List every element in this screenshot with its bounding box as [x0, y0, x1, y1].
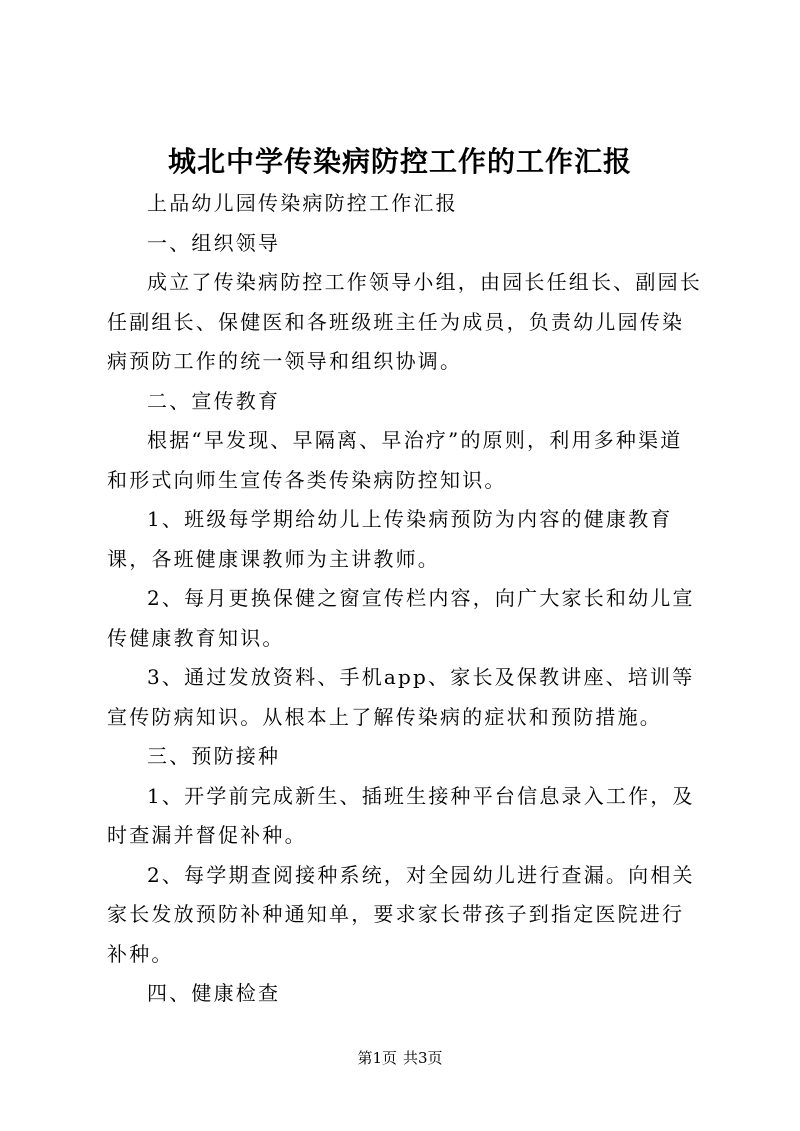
paragraph: 成立了传染病防控工作领导小组，由园长任组长、副园长任副组长、保健医和各班级班主任为成员，负责幼儿园传染病预防工作的统一领导和组织协调。 [107, 270, 702, 373]
paragraph: 1、开学前完成新生、插班生接种平台信息录入工作，及时查漏并督促补种。 [107, 783, 695, 847]
section-heading-publicity: 二、宣传教育 [147, 388, 281, 413]
section-heading-vaccination: 三、预防接种 [147, 744, 281, 768]
paragraph: 根据“早发现、早隔离、早治疗”的原则，利用多种渠道和形式向师生宣传各类传染病防控知识。 [107, 428, 683, 492]
page-total: 共3页 [403, 1049, 443, 1067]
document-title: 城北中学传染病防控工作的工作汇报 [167, 145, 632, 178]
paragraph: 3、通过发放资料、手机app、家长及保教讲座、培训等宣传防病知识。从根本上了解传染病的症状和预防措施。 [107, 665, 695, 729]
paragraph-subtitle: 上品幼儿园传染病防控工作汇报 [147, 191, 458, 215]
paragraph: 2、每月更换保健之窗宣传栏内容，向广大家长和幼儿宣传健康教育知识。 [107, 586, 695, 650]
section-heading-organization: 一、组织领导 [147, 230, 281, 255]
page-footer [0, 1048, 800, 1068]
paragraph: 2、每学期查阅接种系统，对全园幼儿进行查漏。向相关家长发放预防补种通知单，要求家长带孩子到指定医院进行补种。 [107, 862, 695, 966]
document-body [107, 184, 703, 1014]
paragraph: 1、班级每学期给幼儿上传染病预防为内容的健康教育课，各班健康课教师为主讲教师。 [107, 507, 673, 571]
page-number: 第1页 [357, 1049, 397, 1067]
section-heading-health-check: 四、健康检查 [147, 981, 281, 1005]
